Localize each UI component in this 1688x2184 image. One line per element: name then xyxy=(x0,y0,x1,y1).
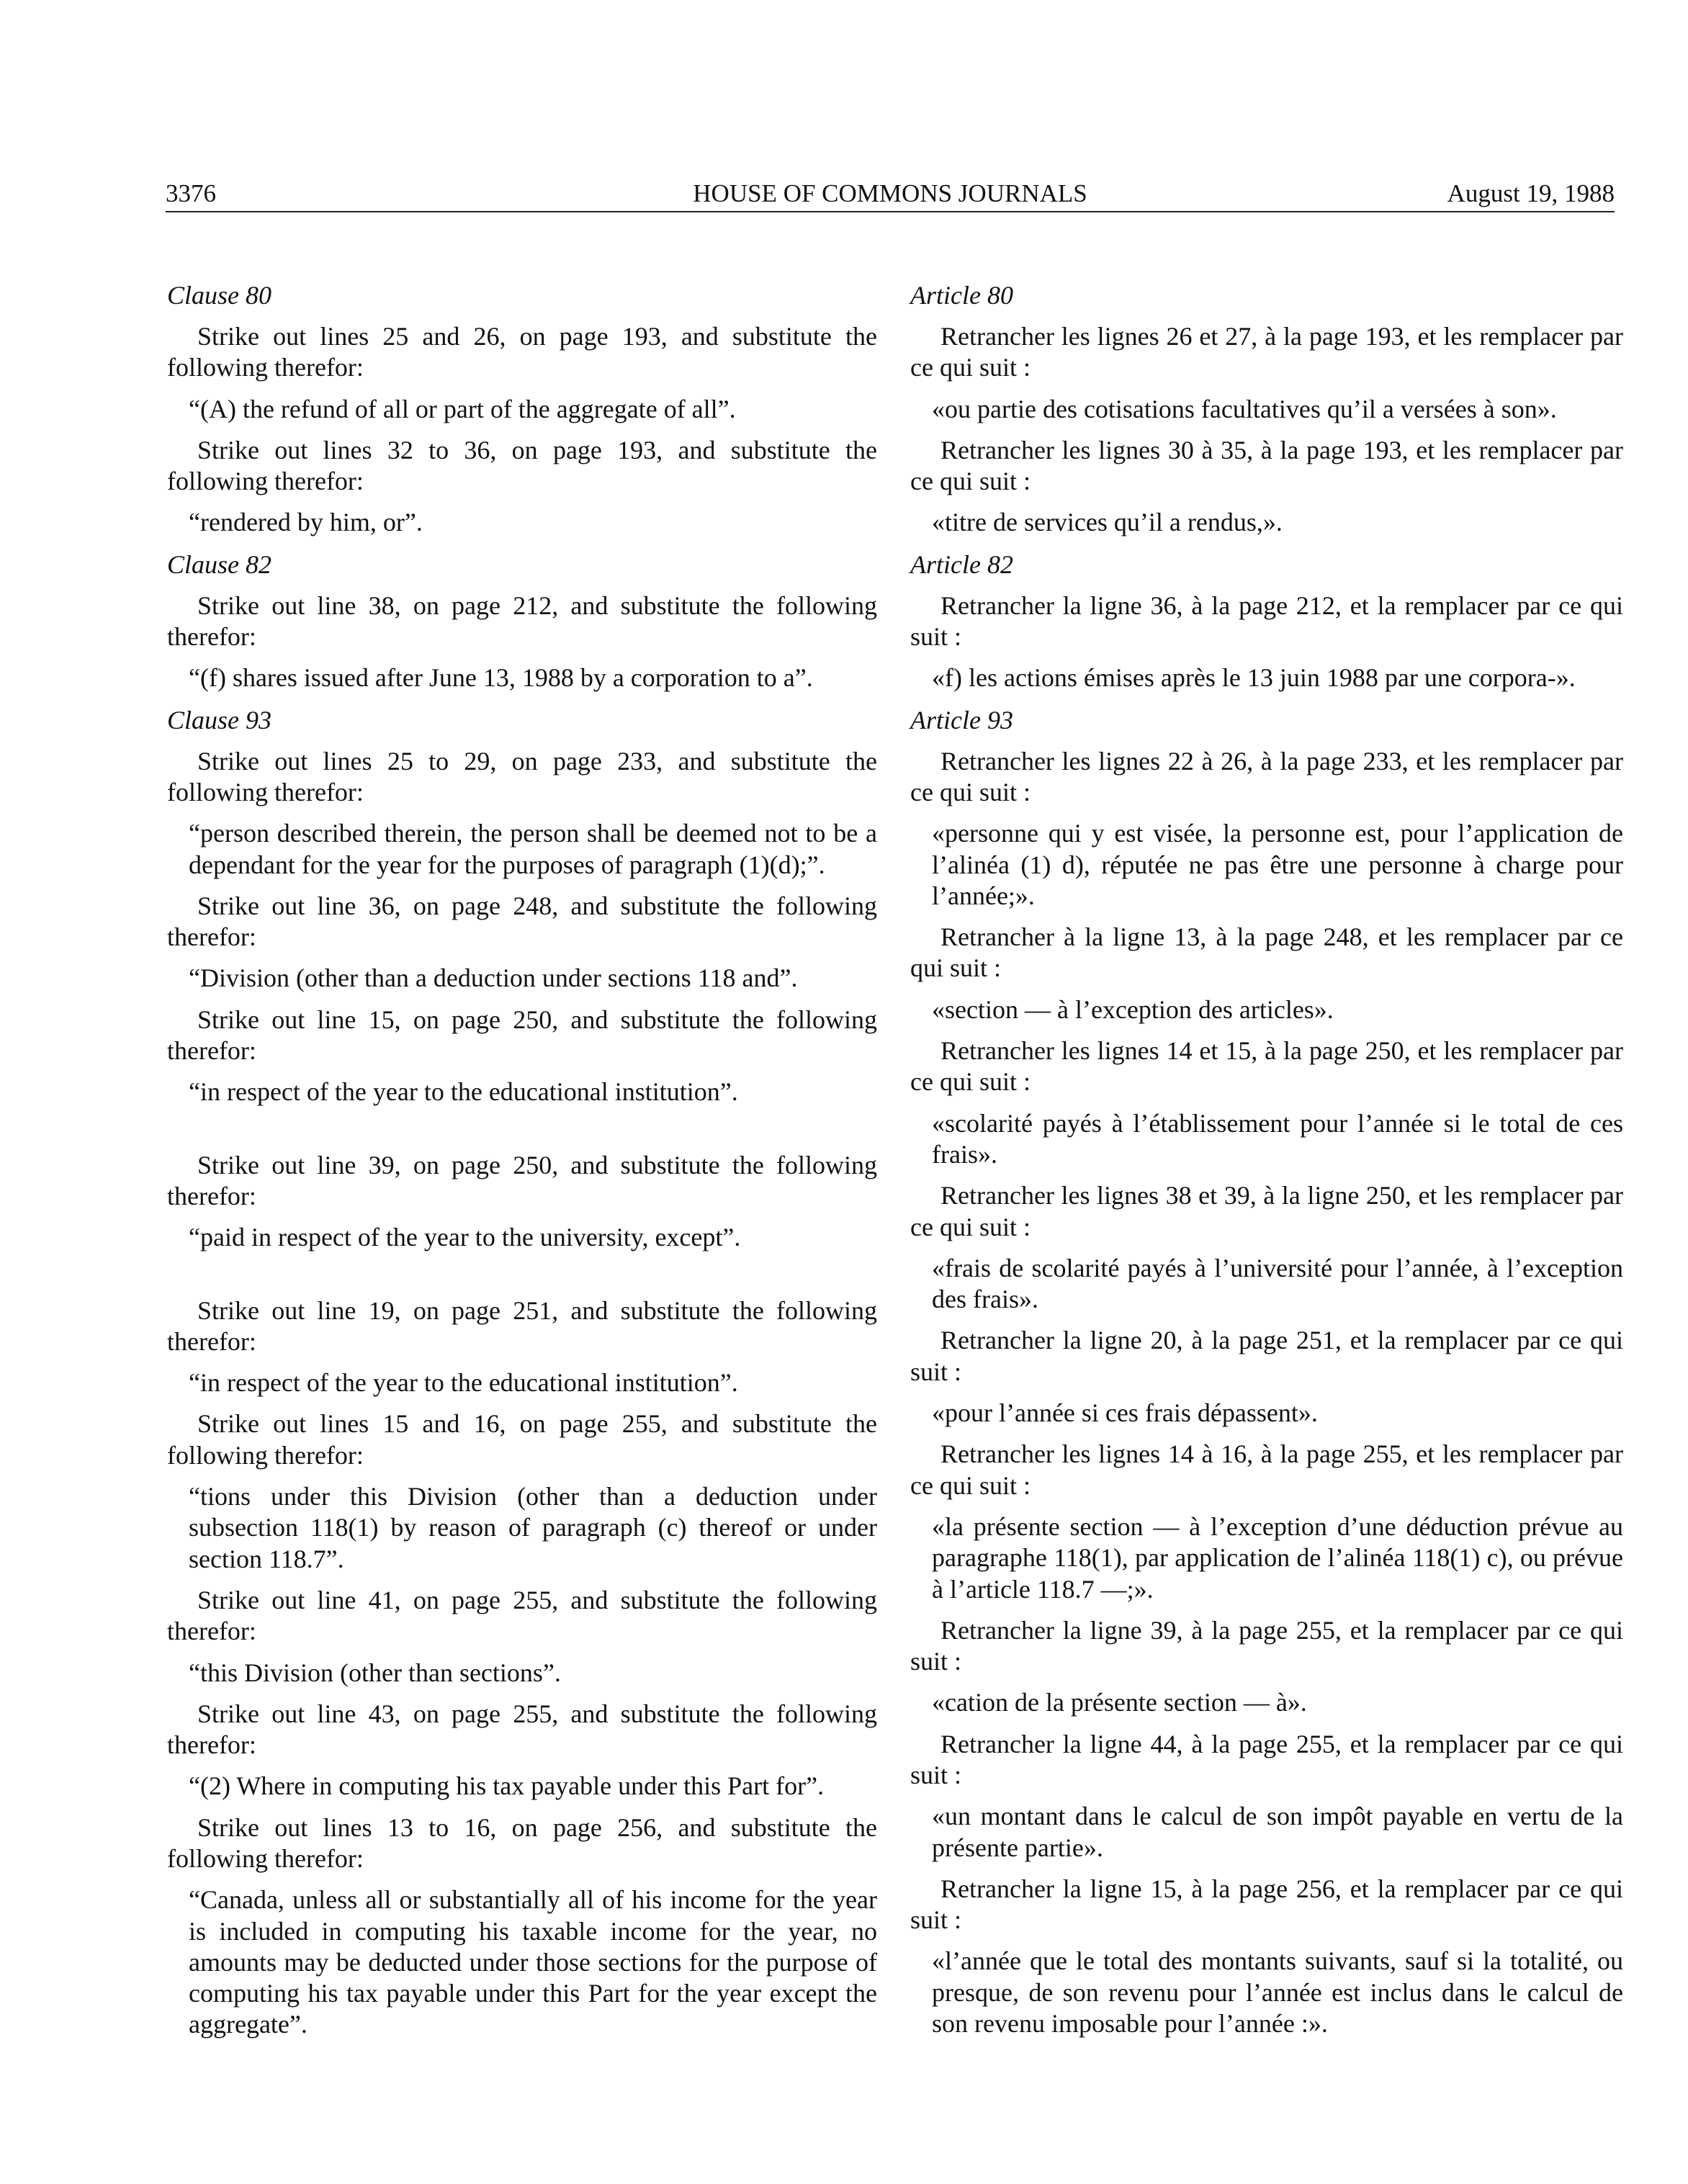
english-column xyxy=(167,279,877,2051)
english-strike-out-instruction: Strike out line 36, on page 248, and substitute the following therefor: xyxy=(167,891,877,952)
english-strike-out-instruction: Strike out lines 32 to 36, on page 193, and substitute the following therefor: xyxy=(167,435,877,496)
blank-space xyxy=(167,1118,877,1150)
english-substitute-text: “tions under this Division (other than a deduction under subsection 118(1) by reason of paragraph (c) thereof or under section 118.7”. xyxy=(189,1482,877,1573)
french-strike-out-instruction: Retrancher la ligne 20, à la page 251, et la remplacer par ce qui suit : xyxy=(910,1326,1623,1386)
french-substitute-text: «pour l’année si ces frais dépassent». xyxy=(932,1398,1318,1428)
english-substitute-text: “paid in respect of the year to the university, except”. xyxy=(189,1223,741,1252)
french-strike-out-instruction: Retrancher les lignes 22 à 26, à la page 233, et les remplacer par ce qui suit : xyxy=(910,746,1623,806)
french-substitute-text: «section — à l’exception des articles». xyxy=(932,994,1334,1024)
english-strike-out-instruction: Strike out line 39, on page 250, and substitute the following therefor: xyxy=(167,1150,877,1210)
french-column xyxy=(910,279,1623,2049)
english-strike-out-instruction: Strike out lines 25 and 26, on page 193, and substitute the following therefor: xyxy=(167,322,877,382)
english-strike-out-instruction: Strike out lines 15 and 16, on page 255, and substitute the following therefor: xyxy=(167,1409,877,1470)
french-strike-out-instruction: Retrancher les lignes 14 à 16, à la page 255, et les remplacer par ce qui suit : xyxy=(910,1439,1623,1500)
english-strike-out-instruction: Strike out line 19, on page 251, and substitute the following therefor: xyxy=(167,1295,877,1356)
english-strike-out-instruction: Strike out line 41, on page 255, and substitute the following therefor: xyxy=(167,1585,877,1646)
blank-space xyxy=(167,1264,877,1295)
english-strike-out-instruction: Strike out lines 13 to 16, on page 256, and substitute the following therefor: xyxy=(167,1812,877,1873)
english-strike-out-instruction: Strike out line 38, on page 212, and substitute the following therefor: xyxy=(167,590,877,652)
french-strike-out-instruction: Retrancher à la ligne 13, à la page 248, et les remplacer par ce qui suit : xyxy=(910,922,1623,983)
french-substitute-text: «la présente section — à l’exception d’une déduction prévue au paragraphe 118(1), par application de l’alinéa 118(1) c), ou prévue à l’article 118.7 —;». xyxy=(932,1511,1623,1604)
english-strike-out-instruction: Strike out lines 25 to 29, on page 233, and substitute the following therefor: xyxy=(167,746,877,806)
english-substitute-text: “this Division (other than sections”. xyxy=(189,1658,561,1687)
french-strike-out-instruction: Retrancher la ligne 15, à la page 256, et la remplacer par ce qui suit : xyxy=(910,1874,1623,1935)
english-substitute-text: “(2) Where in computing his tax payable under this Part for”. xyxy=(189,1771,825,1801)
french-substitute-text: «titre de services qu’il a rendus,». xyxy=(932,508,1283,537)
english-section-heading: Clause 80 xyxy=(167,281,272,310)
french-strike-out-instruction: Retrancher les lignes 30 à 35, à la page 193, et les remplacer par ce qui suit : xyxy=(910,435,1623,496)
french-strike-out-instruction: Retrancher les lignes 38 et 39, à la ligne 250, et les remplacer par ce qui suit : xyxy=(910,1181,1623,1241)
french-substitute-text: «un montant dans le calcul de son impôt payable en vertu de la présente partie». xyxy=(932,1802,1623,1862)
english-substitute-text: “Division (other than a deduction under sections 118 and”. xyxy=(189,963,798,993)
english-section-heading: Clause 93 xyxy=(167,705,272,734)
english-section-heading: Clause 82 xyxy=(167,549,272,579)
english-strike-out-instruction: Strike out line 15, on page 250, and substitute the following therefor: xyxy=(167,1005,877,1066)
french-substitute-text: «ou partie des cotisations facultatives qu’il a versées à son». xyxy=(932,394,1557,423)
english-substitute-text: “person described therein, the person shall be deemed not to be a dependant for the year for the purposes of paragraph (1)(d);”. xyxy=(189,819,877,879)
english-substitute-text: “in respect of the year to the educational institution”. xyxy=(189,1368,738,1398)
french-section-heading: Article 93 xyxy=(910,705,1013,734)
french-section-heading: Article 82 xyxy=(910,549,1013,579)
french-strike-out-instruction: Retrancher les lignes 14 et 15, à la page 250, et les remplacer par ce qui suit : xyxy=(910,1036,1623,1097)
french-section-heading: Article 80 xyxy=(910,281,1013,310)
french-strike-out-instruction: Retrancher la ligne 36, à la page 212, et la remplacer par ce qui suit : xyxy=(910,590,1623,652)
english-substitute-text: “(f) shares issued after June 13, 1988 by a corporation to a”. xyxy=(189,663,813,693)
page-number: 3376 xyxy=(166,179,216,207)
french-substitute-text: «frais de scolarité payés à l’université pour l’année, à l’exception des frais». xyxy=(932,1253,1623,1314)
english-strike-out-instruction: Strike out line 43, on page 255, and substitute the following therefor: xyxy=(167,1699,877,1760)
english-substitute-text: “Canada, unless all or substantially all of his income for the year is included in computing his taxable income for the year, no amounts may be deducted under those sections for the purpose of computing his tax payable under this Part for the year except the aggregate”. xyxy=(189,1885,877,2039)
journal-title: HOUSE OF COMMONS JOURNALS xyxy=(693,179,1087,207)
english-substitute-text: “(A) the refund of all or part of the aggregate of all”. xyxy=(189,394,736,423)
french-strike-out-instruction: Retrancher les lignes 26 et 27, à la page 193, et les remplacer par ce qui suit : xyxy=(910,322,1623,382)
french-substitute-text: «cation de la présente section — à». xyxy=(932,1688,1307,1717)
page-header xyxy=(166,176,1615,212)
french-strike-out-instruction: Retrancher la ligne 44, à la page 255, et la remplacer par ce qui suit : xyxy=(910,1729,1623,1789)
french-strike-out-instruction: Retrancher la ligne 39, à la page 255, et la remplacer par ce qui suit : xyxy=(910,1615,1623,1676)
french-substitute-text: «personne qui y est visée, la personne est, pour l’application de l’alinéa (1) d), réputée ne pas être une personne à charge pour l’année;». xyxy=(932,819,1623,910)
english-substitute-text: “in respect of the year to the educational institution”. xyxy=(189,1077,738,1107)
french-substitute-text: «l’année que le total des montants suivants, sauf si la totalité, ou presque, de son revenu pour l’année est inclus dans le calcul de son revenu imposable pour l’année :». xyxy=(932,1946,1623,2039)
english-substitute-text: “rendered by him, or”. xyxy=(189,508,423,537)
french-substitute-text: «f) les actions émises après le 13 juin 1988 par une corpora-». xyxy=(932,663,1576,693)
french-substitute-text: «scolarité payés à l’établissement pour l’année si le total de ces frais». xyxy=(932,1108,1623,1169)
header-date: August 19, 1988 xyxy=(1447,179,1615,207)
